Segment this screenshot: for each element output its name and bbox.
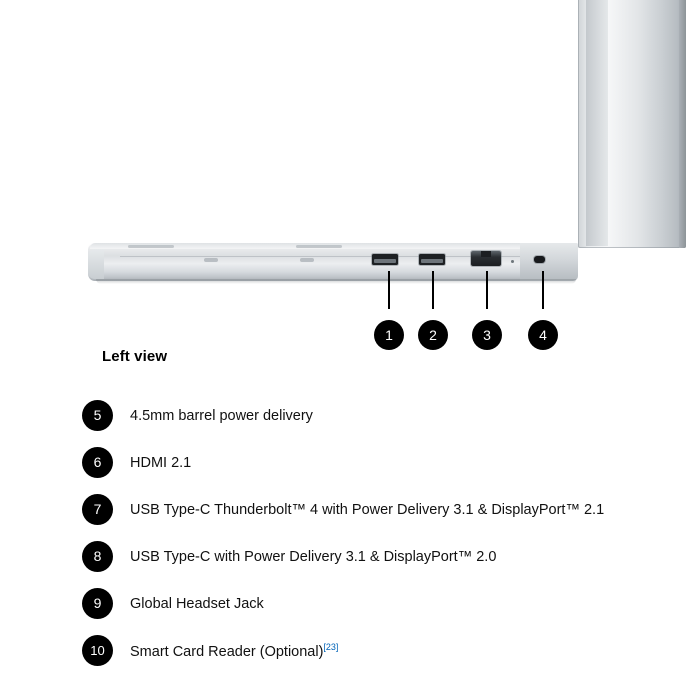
rj45-latch-slot — [481, 251, 491, 257]
legend-label-7: USB Type-C Thunderbolt™ 4 with Power Delivery 3.1 & DisplayPort™ 2.1 — [130, 501, 605, 518]
list-item — [82, 486, 682, 533]
laptop-display-lid — [578, 0, 686, 248]
legend-badge-10: 10 — [82, 635, 113, 666]
callout-marker-4[interactable]: 4 — [528, 320, 558, 350]
product-image — [0, 0, 700, 345]
legend-badge-6: 6 — [82, 447, 113, 478]
laptop-hinge-area — [520, 243, 578, 281]
legend-label-10 — [130, 642, 338, 660]
laptop-base-left-cap — [88, 249, 104, 279]
base-notch-left — [204, 258, 218, 262]
legend-label-6: HDMI 2.1 — [130, 454, 192, 471]
base-notch-right — [300, 258, 314, 262]
list-item — [82, 392, 682, 439]
usb-port-1-contact — [374, 259, 396, 263]
rj45-ethernet-port — [471, 251, 501, 266]
list-item — [82, 439, 682, 486]
status-pinhole — [511, 260, 514, 263]
vent-slot-left — [128, 245, 174, 248]
vent-slot-right — [296, 245, 342, 248]
wedge-lock-slot — [534, 256, 545, 263]
list-item — [82, 580, 682, 627]
callout-line-4 — [542, 271, 544, 309]
laptop-drop-shadow — [96, 279, 576, 284]
legend-badge-5: 5 — [82, 400, 113, 431]
legend-badge-9: 9 — [82, 588, 113, 619]
legend-footnote-10[interactable]: [23] — [323, 641, 339, 652]
legend-label-5: 4.5mm barrel power delivery — [130, 407, 313, 424]
callout-line-1 — [388, 271, 390, 309]
laptop-base-seam — [120, 256, 520, 257]
usb-port-1 — [372, 254, 398, 265]
lid-outer-edge — [679, 0, 686, 248]
legend-badge-8: 8 — [82, 541, 113, 572]
port-legend-list — [82, 392, 682, 674]
list-item — [82, 533, 682, 580]
usb-port-2-contact — [421, 259, 443, 263]
callout-line-2 — [432, 271, 434, 309]
view-caption: Left view — [102, 348, 168, 365]
legend-label-10-text: Smart Card Reader (Optional) — [130, 643, 324, 660]
callout-marker-3[interactable]: 3 — [472, 320, 502, 350]
callout-marker-1[interactable]: 1 — [374, 320, 404, 350]
callout-line-3 — [486, 271, 488, 309]
legend-label-8: USB Type-C with Power Delivery 3.1 & DisplayPort™ 2.0 — [130, 548, 497, 565]
legend-badge-7: 7 — [82, 494, 113, 525]
lid-inner-panel — [586, 0, 608, 246]
legend-label-9: Global Headset Jack — [130, 595, 264, 612]
usb-port-2 — [419, 254, 445, 265]
list-item — [82, 627, 682, 674]
callout-marker-2[interactable]: 2 — [418, 320, 448, 350]
